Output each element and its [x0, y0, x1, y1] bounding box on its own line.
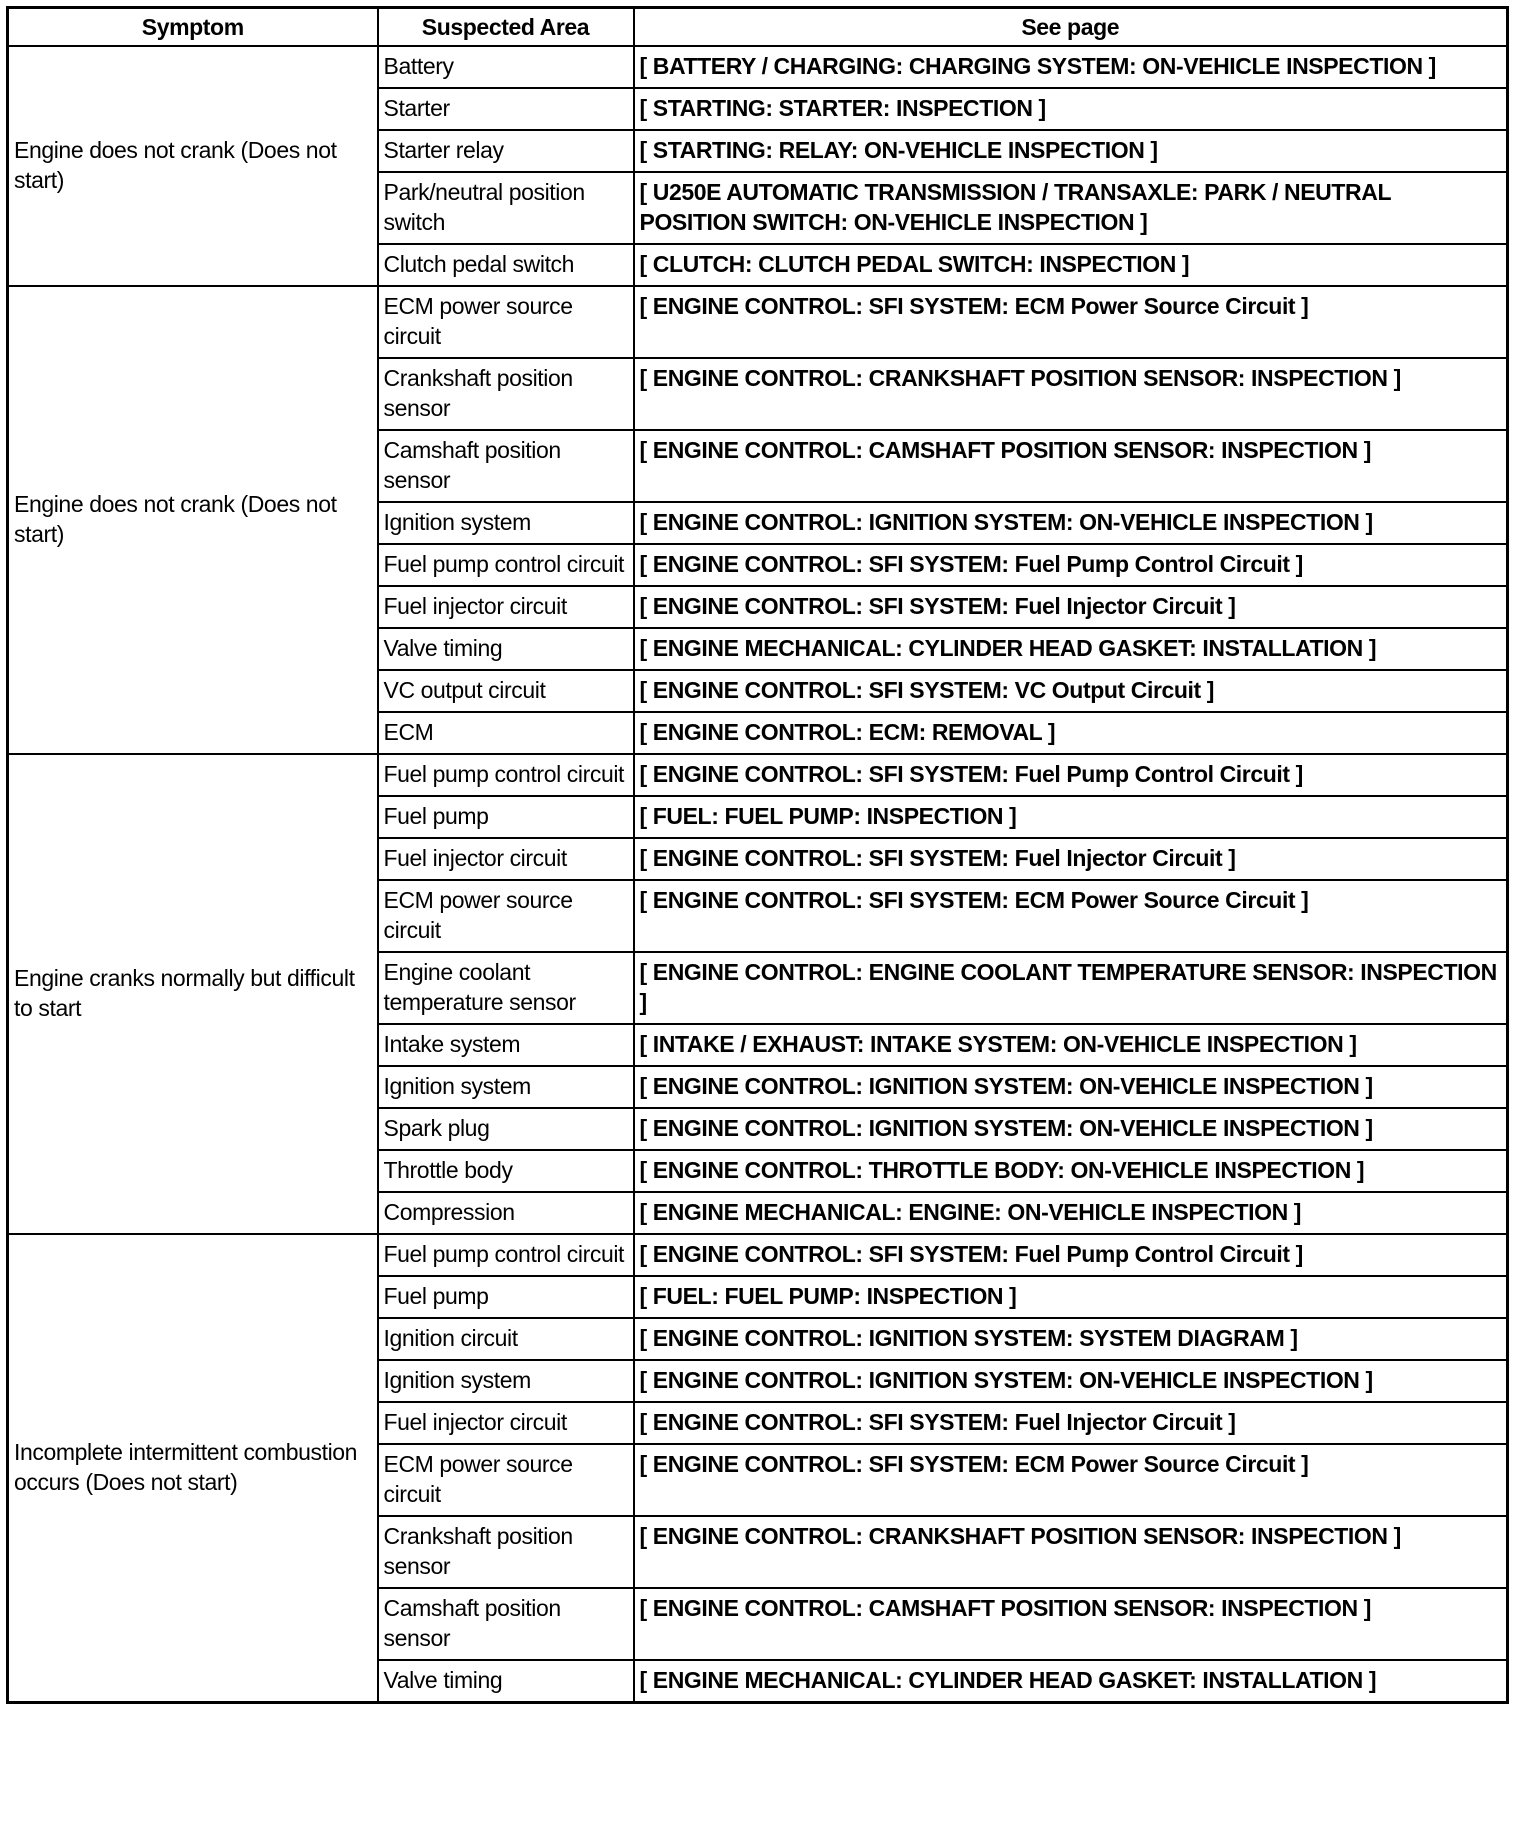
suspected-area-cell: Valve timing — [378, 628, 634, 670]
suspected-area-cell: Ignition system — [378, 1066, 634, 1108]
suspected-area-cell: Clutch pedal switch — [378, 244, 634, 286]
see-page-link[interactable]: [ ENGINE CONTROL: SFI SYSTEM: Fuel Pump Control Circuit ] — [634, 1234, 1508, 1276]
troubleshooting-table — [6, 6, 1509, 1704]
suspected-area-cell: Intake system — [378, 1024, 634, 1066]
header-see-page: See page — [634, 8, 1508, 47]
symptom-cell: Engine does not crank (Does not start) — [8, 286, 378, 754]
suspected-area-cell: ECM power source circuit — [378, 880, 634, 952]
see-page-link[interactable]: [ ENGINE MECHANICAL: CYLINDER HEAD GASKET: INSTALLATION ] — [634, 628, 1508, 670]
suspected-area-cell: ECM — [378, 712, 634, 754]
see-page-link[interactable]: [ ENGINE CONTROL: IGNITION SYSTEM: ON-VEHICLE INSPECTION ] — [634, 1108, 1508, 1150]
suspected-area-cell: Crankshaft position sensor — [378, 358, 634, 430]
suspected-area-cell: Engine coolant temperature sensor — [378, 952, 634, 1024]
suspected-area-cell: Fuel injector circuit — [378, 586, 634, 628]
header-suspected-area: Suspected Area — [378, 8, 634, 47]
see-page-link[interactable]: [ INTAKE / EXHAUST: INTAKE SYSTEM: ON-VEHICLE INSPECTION ] — [634, 1024, 1508, 1066]
see-page-link[interactable]: [ ENGINE CONTROL: SFI SYSTEM: Fuel Injector Circuit ] — [634, 586, 1508, 628]
suspected-area-cell: Throttle body — [378, 1150, 634, 1192]
see-page-link[interactable]: [ ENGINE CONTROL: CAMSHAFT POSITION SENSOR: INSPECTION ] — [634, 1588, 1508, 1660]
suspected-area-cell: ECM power source circuit — [378, 286, 634, 358]
header-row — [8, 8, 1508, 47]
suspected-area-cell: Ignition circuit — [378, 1318, 634, 1360]
suspected-area-cell: Compression — [378, 1192, 634, 1234]
table-body — [8, 46, 1508, 1703]
suspected-area-cell: Battery — [378, 46, 634, 88]
see-page-link[interactable]: [ ENGINE CONTROL: SFI SYSTEM: ECM Power Source Circuit ] — [634, 880, 1508, 952]
table-row — [8, 754, 1508, 796]
suspected-area-cell: Fuel pump — [378, 1276, 634, 1318]
suspected-area-cell: Fuel pump control circuit — [378, 544, 634, 586]
symptom-cell: Engine cranks normally but difficult to start — [8, 754, 378, 1234]
suspected-area-cell: Fuel injector circuit — [378, 1402, 634, 1444]
see-page-link[interactable]: [ ENGINE CONTROL: ENGINE COOLANT TEMPERATURE SENSOR: INSPECTION ] — [634, 952, 1508, 1024]
see-page-link[interactable]: [ ENGINE CONTROL: IGNITION SYSTEM: SYSTEM DIAGRAM ] — [634, 1318, 1508, 1360]
see-page-link[interactable]: [ ENGINE CONTROL: SFI SYSTEM: ECM Power Source Circuit ] — [634, 1444, 1508, 1516]
suspected-area-cell: Camshaft position sensor — [378, 430, 634, 502]
suspected-area-cell: Fuel injector circuit — [378, 838, 634, 880]
suspected-area-cell: Spark plug — [378, 1108, 634, 1150]
suspected-area-cell: Camshaft position sensor — [378, 1588, 634, 1660]
suspected-area-cell: Park/neutral position switch — [378, 172, 634, 244]
see-page-link[interactable]: [ STARTING: STARTER: INSPECTION ] — [634, 88, 1508, 130]
see-page-link[interactable]: [ BATTERY / CHARGING: CHARGING SYSTEM: ON-VEHICLE INSPECTION ] — [634, 46, 1508, 88]
see-page-link[interactable]: [ ENGINE CONTROL: CRANKSHAFT POSITION SENSOR: INSPECTION ] — [634, 358, 1508, 430]
see-page-link[interactable]: [ ENGINE CONTROL: SFI SYSTEM: Fuel Pump Control Circuit ] — [634, 754, 1508, 796]
suspected-area-cell: ECM power source circuit — [378, 1444, 634, 1516]
see-page-link[interactable]: [ ENGINE CONTROL: SFI SYSTEM: Fuel Injector Circuit ] — [634, 838, 1508, 880]
see-page-link[interactable]: [ U250E AUTOMATIC TRANSMISSION / TRANSAXLE: PARK / NEUTRAL POSITION SWITCH: ON-VEHICLE INSPECTION ] — [634, 172, 1508, 244]
suspected-area-cell: Fuel pump control circuit — [378, 1234, 634, 1276]
see-page-link[interactable]: [ ENGINE CONTROL: IGNITION SYSTEM: ON-VEHICLE INSPECTION ] — [634, 1360, 1508, 1402]
see-page-link[interactable]: [ ENGINE MECHANICAL: CYLINDER HEAD GASKET: INSTALLATION ] — [634, 1660, 1508, 1703]
see-page-link[interactable]: [ STARTING: RELAY: ON-VEHICLE INSPECTION ] — [634, 130, 1508, 172]
header-symptom: Symptom — [8, 8, 378, 47]
see-page-link[interactable]: [ ENGINE CONTROL: SFI SYSTEM: ECM Power Source Circuit ] — [634, 286, 1508, 358]
see-page-link[interactable]: [ ENGINE CONTROL: ECM: REMOVAL ] — [634, 712, 1508, 754]
see-page-link[interactable]: [ ENGINE CONTROL: IGNITION SYSTEM: ON-VEHICLE INSPECTION ] — [634, 502, 1508, 544]
table-row — [8, 1234, 1508, 1276]
see-page-link[interactable]: [ ENGINE CONTROL: CRANKSHAFT POSITION SENSOR: INSPECTION ] — [634, 1516, 1508, 1588]
see-page-link[interactable]: [ ENGINE CONTROL: SFI SYSTEM: VC Output Circuit ] — [634, 670, 1508, 712]
suspected-area-cell: Valve timing — [378, 1660, 634, 1703]
see-page-link[interactable]: [ FUEL: FUEL PUMP: INSPECTION ] — [634, 1276, 1508, 1318]
suspected-area-cell: Crankshaft position sensor — [378, 1516, 634, 1588]
suspected-area-cell: Ignition system — [378, 502, 634, 544]
see-page-link[interactable]: [ ENGINE CONTROL: IGNITION SYSTEM: ON-VEHICLE INSPECTION ] — [634, 1066, 1508, 1108]
see-page-link[interactable]: [ ENGINE CONTROL: CAMSHAFT POSITION SENSOR: INSPECTION ] — [634, 430, 1508, 502]
table-row — [8, 46, 1508, 88]
suspected-area-cell: Fuel pump control circuit — [378, 754, 634, 796]
see-page-link[interactable]: [ ENGINE CONTROL: SFI SYSTEM: Fuel Pump Control Circuit ] — [634, 544, 1508, 586]
see-page-link[interactable]: [ ENGINE CONTROL: SFI SYSTEM: Fuel Injector Circuit ] — [634, 1402, 1508, 1444]
see-page-link[interactable]: [ ENGINE CONTROL: THROTTLE BODY: ON-VEHICLE INSPECTION ] — [634, 1150, 1508, 1192]
symptom-cell: Incomplete intermittent combustion occurs (Does not start) — [8, 1234, 378, 1703]
see-page-link[interactable]: [ FUEL: FUEL PUMP: INSPECTION ] — [634, 796, 1508, 838]
see-page-link[interactable]: [ CLUTCH: CLUTCH PEDAL SWITCH: INSPECTION ] — [634, 244, 1508, 286]
symptom-cell: Engine does not crank (Does not start) — [8, 46, 378, 286]
suspected-area-cell: Starter — [378, 88, 634, 130]
suspected-area-cell: VC output circuit — [378, 670, 634, 712]
suspected-area-cell: Fuel pump — [378, 796, 634, 838]
table-row — [8, 286, 1508, 358]
suspected-area-cell: Starter relay — [378, 130, 634, 172]
see-page-link[interactable]: [ ENGINE MECHANICAL: ENGINE: ON-VEHICLE INSPECTION ] — [634, 1192, 1508, 1234]
suspected-area-cell: Ignition system — [378, 1360, 634, 1402]
